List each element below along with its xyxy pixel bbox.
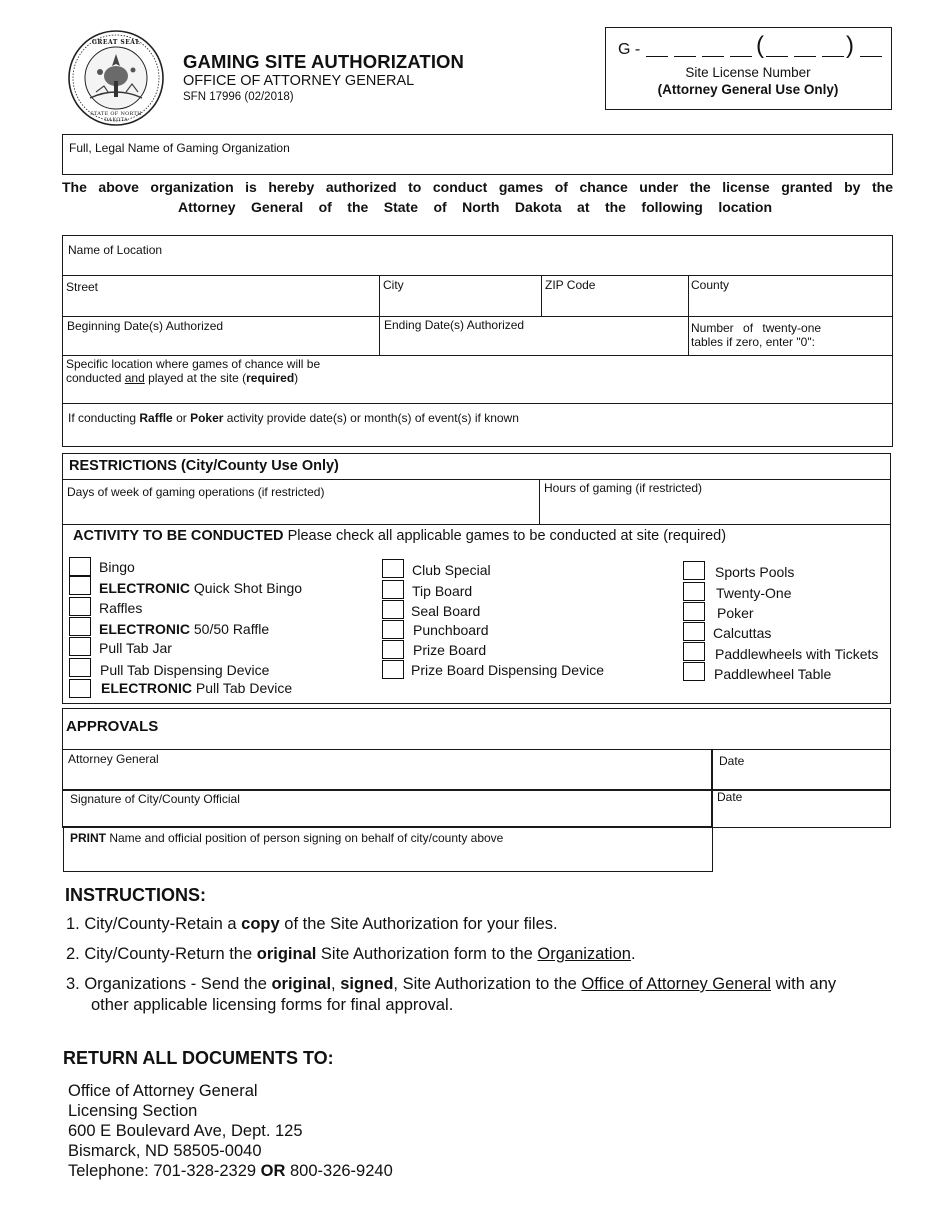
activity-option: Calcuttas: [713, 625, 772, 641]
seal-text-top: GREAT SEAL: [91, 39, 141, 46]
beginning-date-field[interactable]: [63, 317, 379, 355]
license-prefix: G -: [618, 41, 641, 58]
zip-code-field[interactable]: [542, 276, 688, 316]
activity-option: Pull Tab Jar: [99, 640, 172, 656]
ending-date-label: Ending Date(s) Authorized: [384, 318, 525, 332]
activity-option: Punchboard: [413, 622, 489, 638]
state-seal: [60, 26, 172, 130]
beginning-date-label: Beginning Date(s) Authorized: [67, 319, 224, 333]
return-address-line: 600 E Boulevard Ave, Dept. 125: [68, 1122, 303, 1140]
instruction-1: 1. City/County-Retain a copy of the Site Authorization for your files.: [66, 915, 558, 933]
location-name-field[interactable]: [63, 236, 892, 275]
activity-checkbox-paddlewheel-table[interactable]: [683, 662, 705, 681]
activity-option: Poker: [717, 605, 754, 621]
activity-checkbox-club-special[interactable]: [382, 559, 404, 578]
county-field[interactable]: [689, 276, 892, 316]
activity-option: Paddlewheel Table: [714, 666, 832, 682]
activity-checkbox-poker[interactable]: [683, 602, 705, 621]
city-field[interactable]: [380, 276, 541, 316]
print-name-field[interactable]: [63, 826, 713, 872]
approvals-title: APPROVALS: [66, 718, 159, 735]
days-of-week-field[interactable]: [63, 480, 539, 524]
org-name-label: Full, Legal Name of Gaming Organization: [69, 141, 290, 155]
activity-checkbox-electronic-quick-shot-bingo[interactable]: [69, 576, 91, 595]
activity-checkbox-pull-tab-jar[interactable]: [69, 637, 91, 656]
activity-checkbox-calcuttas[interactable]: [683, 622, 705, 641]
form-title: GAMING SITE AUTHORIZATION: [183, 51, 465, 72]
return-telephone: Telephone: 701-328-2329 OR 800-326-9240: [68, 1162, 393, 1180]
official-signature-label: Signature of City/County Official: [70, 792, 240, 806]
date-label: Date: [717, 790, 743, 804]
activity-checkbox-prize-board[interactable]: [382, 640, 404, 659]
days-of-week-label: Days of week of gaming operations (if restricted): [67, 485, 325, 499]
activity-option: Sports Pools: [715, 564, 795, 580]
office-name: OFFICE OF ATTORNEY GENERAL: [183, 73, 415, 89]
org-name-field[interactable]: [62, 134, 893, 175]
activity-option: Seal Board: [411, 603, 481, 619]
official-date-field[interactable]: [711, 789, 891, 828]
street-label: Street: [66, 280, 99, 294]
activity-checkbox-sports-pools[interactable]: [683, 561, 705, 580]
activity-checkbox-electronic-pull-tab-device[interactable]: [69, 679, 91, 698]
form-number: SFN 17996 (02/2018): [183, 91, 294, 103]
seal-text-bottom: STATE OF NORTH DAKOTA: [90, 111, 142, 123]
activity-checkbox-seal-board[interactable]: [382, 600, 404, 619]
license-digit-blanks[interactable]: ( ): [646, 36, 891, 62]
attorney-general-date-field[interactable]: [711, 749, 891, 791]
twenty-one-tables-field[interactable]: [689, 317, 892, 355]
specific-location-field[interactable]: [63, 356, 892, 403]
activity-checkbox-electronic-50-50-raffle[interactable]: [69, 617, 91, 636]
activity-checkbox-paddlewheels-with-tickets[interactable]: [683, 642, 705, 661]
activity-option: Raffles: [99, 600, 143, 616]
raffle-poker-dates-field[interactable]: [63, 404, 892, 446]
return-address-line: Licensing Section: [68, 1102, 198, 1120]
activity-checkbox-tip-board[interactable]: [382, 580, 404, 599]
restrictions-title: RESTRICTIONS (City/County Use Only): [69, 458, 339, 474]
activity-option: Twenty-One: [716, 585, 792, 601]
hours-of-gaming-field[interactable]: [540, 480, 890, 524]
license-note: (Attorney General Use Only): [657, 82, 839, 97]
date-label: Date: [719, 754, 745, 768]
activity-option: ELECTRONIC 50/50 Raffle: [99, 621, 270, 637]
instruction-3: 3. Organizations - Send the original, signed, Site Authorization to the Office of Attorney General with any: [66, 975, 837, 993]
raffle-poker-dates-label: If conducting Raffle or Poker activity provide date(s) or month(s) of event(s) if known: [68, 411, 519, 425]
activity-checkbox-punchboard[interactable]: [382, 620, 404, 639]
specific-location-label-line1: Specific location where games of chance will be: [66, 357, 321, 371]
activity-checkbox-bingo[interactable]: [69, 557, 91, 576]
tables-label-line1: Number of twenty-one: [691, 321, 822, 335]
print-name-label: PRINT Name and official position of person signing on behalf of city/county above: [70, 831, 504, 845]
activity-option: ELECTRONIC Quick Shot Bingo: [99, 580, 303, 596]
instructions-title: INSTRUCTIONS:: [65, 885, 206, 905]
instruction-3-continued: other applicable licensing forms for final approval.: [91, 996, 454, 1014]
ending-date-field[interactable]: [380, 317, 688, 355]
city-label: City: [383, 278, 404, 292]
activity-option: Club Special: [412, 562, 491, 578]
activity-title: ACTIVITY TO BE CONDUCTED Please check all applicable games to be conducted at site (required): [73, 528, 727, 544]
approvals-section: [62, 708, 891, 750]
activity-option: Pull Tab Dispensing Device: [100, 662, 270, 678]
activity-option: Paddlewheels with Tickets: [715, 646, 879, 662]
attorney-general-signature-field[interactable]: [62, 749, 713, 791]
location-name-label: Name of Location: [68, 243, 163, 257]
activity-option: Bingo: [99, 559, 135, 575]
zip-code-label: ZIP Code: [545, 278, 596, 292]
authorization-statement-line1: The above organization is hereby authorized to conduct games of chance under the license granted by the: [62, 179, 893, 195]
activity-checkbox-raffles[interactable]: [69, 597, 91, 616]
activity-option: Prize Board Dispensing Device: [411, 662, 604, 678]
license-label: Site License Number: [685, 65, 811, 80]
activity-option: Tip Board: [412, 583, 473, 599]
activity-checkbox-pull-tab-dispensing-device[interactable]: [69, 658, 91, 677]
attorney-general-label: Attorney General: [68, 752, 159, 766]
tables-label-line2: tables if zero, enter "0":: [691, 335, 815, 349]
return-title: RETURN ALL DOCUMENTS TO:: [63, 1048, 334, 1068]
return-address-line: Bismarck, ND 58505-0040: [68, 1142, 262, 1160]
activity-checkbox-prize-board-dispensing-device[interactable]: [382, 660, 404, 679]
county-label: County: [691, 278, 730, 292]
instruction-2: 2. City/County-Return the original Site Authorization form to the Organization.: [66, 945, 636, 963]
specific-location-label-line2: conducted and played at the site (required): [66, 371, 299, 385]
street-field[interactable]: [63, 276, 379, 316]
official-signature-field[interactable]: [62, 789, 713, 828]
site-license-box: [605, 27, 892, 110]
activity-option: ELECTRONIC Pull Tab Device: [101, 680, 293, 696]
return-address-line: Office of Attorney General: [68, 1082, 258, 1100]
activity-checkbox-twenty-one[interactable]: [683, 582, 705, 601]
activity-option: Prize Board: [413, 642, 487, 658]
authorization-statement-line2: Attorney General of the State of North Dakota at the following location: [178, 199, 772, 215]
hours-of-gaming-label: Hours of gaming (if restricted): [544, 481, 703, 495]
